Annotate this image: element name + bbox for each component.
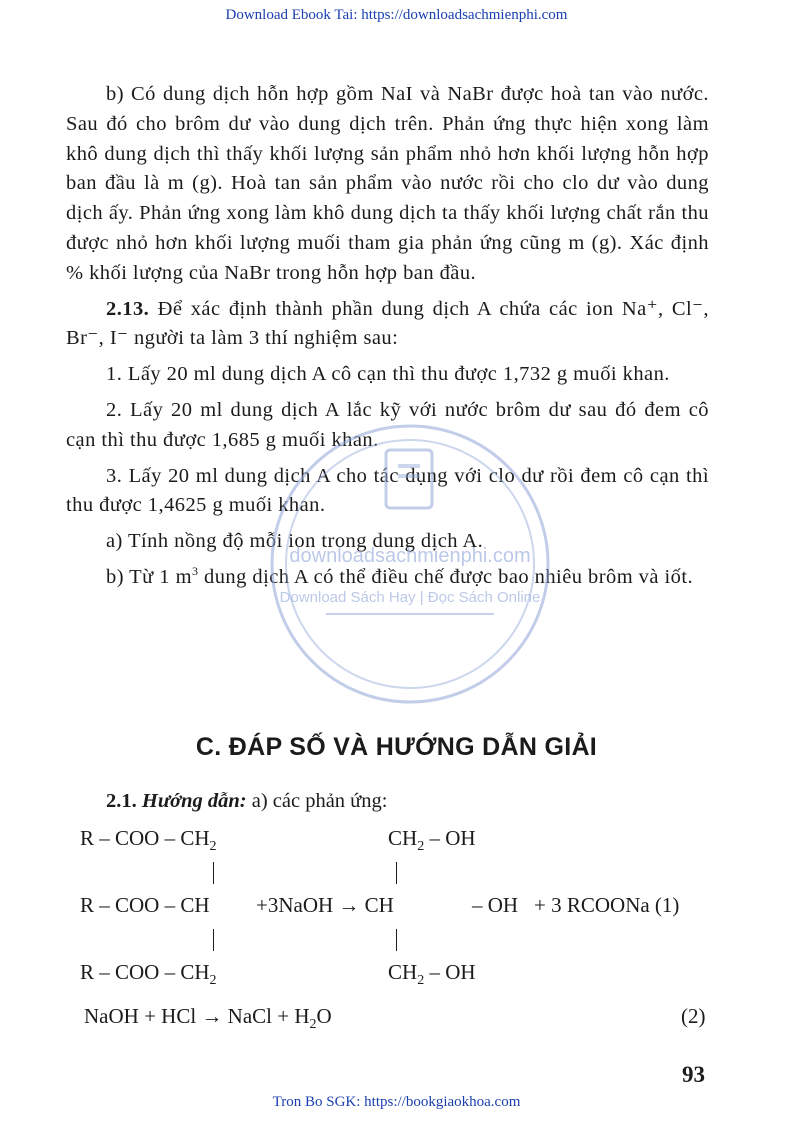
- equation-2-number: (2): [681, 1004, 706, 1028]
- guide-2-1: [106, 790, 388, 813]
- ester-row-3: R – COO – $CH_2$: [80, 960, 217, 989]
- glycerol-row-1: $CH_2$ – OH: [388, 826, 476, 855]
- question-b-part1: b) Từ 1 m: [106, 565, 192, 588]
- cubic-superscript: 3: [191, 564, 199, 579]
- header-download-link[interactable]: Download Ebook Tai: https://downloadsachmienphi.com: [225, 7, 568, 23]
- paragraph-b-nai-nabr: b) Có dung dịch hỗn hợp gồm NaI và NaBr được hoà tan vào nước. Sau đó cho brôm dư vào dung dịch trên. Phản ứng thực hiện xong làm khô dung dịch thì thấy khối lượng sản phẩm nhỏ hơn khối lượng hỗn hợp ban đầu là m (g). Hoà tan sản phẩm vào nước rồi cho clo dư vào dung dịch ấy. Phản ứng xong làm khô dung dịch ta thấy khối lượng chất rắn thu được nhỏ hơn khối lượng muối tham gia phản ứng cũng m (g). Xác định % khối lượng của NaBr trong hỗn hợp ban đầu.: [66, 83, 709, 284]
- products-1: + 3 RCOONa (1): [534, 893, 680, 917]
- guide-text: a) các phản ứng:: [246, 790, 388, 812]
- exercise-2-13-text: Để xác định thành phần dung dịch A chứa các ion Na⁺, Cl⁻, Br⁻, I⁻ người ta làm 3 thí nghiệm sau:: [66, 297, 709, 350]
- experiment-3: 3. Lấy 20 ml dung dịch A cho tác dụng với clo dư rồi đem cô cạn thì thu được 1,4625 g muối khan.: [66, 464, 709, 517]
- guide-label: Hướng dẫn:: [141, 790, 247, 812]
- exercise-number-2-13: 2.13.: [106, 297, 150, 320]
- footer-sgk-link[interactable]: Tron Bo SGK: https://bookgiaokhoa.com: [272, 1094, 521, 1110]
- bond-line: [213, 862, 214, 884]
- bond-line: [396, 862, 397, 884]
- experiment-2: 2. Lấy 20 ml dung dịch A lắc kỹ với nước brôm dư sau đó đem cô cạn thì thu được 1,685 g muối khan.: [66, 398, 709, 451]
- paragraph-2-13: [66, 295, 709, 355]
- experiment-1: 1. Lấy 20 ml dung dịch A cô cạn thì thu được 1,732 g muối khan.: [106, 363, 670, 386]
- page-number: 93: [682, 1062, 705, 1087]
- exercise-text-block: [66, 80, 709, 599]
- ester-row-2: R – COO – CH: [80, 893, 210, 917]
- equation-2: NaOH + HCl → NaCl + $H_2O$: [84, 1004, 332, 1033]
- watermark-site-text: downloadsachmienphi.com: [289, 545, 531, 567]
- naoh-reagent: +3NaOH → CH: [256, 893, 394, 917]
- bond-line: [396, 929, 397, 951]
- bond-line: [213, 929, 214, 951]
- guide-number: 2.1.: [106, 790, 137, 812]
- glycerol-row-2: – OH: [472, 893, 519, 917]
- ester-row-1: R – COO – $CH_2$: [80, 826, 217, 855]
- question-b: [66, 563, 709, 593]
- section-heading: C. ĐÁP SỐ VÀ HƯỚNG DẪN GIẢI: [195, 733, 598, 761]
- question-b-part2: dung dịch A có thể điều chế được bao nhiêu brôm và iốt.: [198, 565, 694, 588]
- glycerol-row-3: $CH_2$ – OH: [388, 960, 476, 989]
- question-a: a) Tính nồng độ mỗi ion trong dung dịch A.: [106, 530, 484, 553]
- watermark-tagline: Download Sách Hay | Đọc Sách Online: [279, 589, 541, 606]
